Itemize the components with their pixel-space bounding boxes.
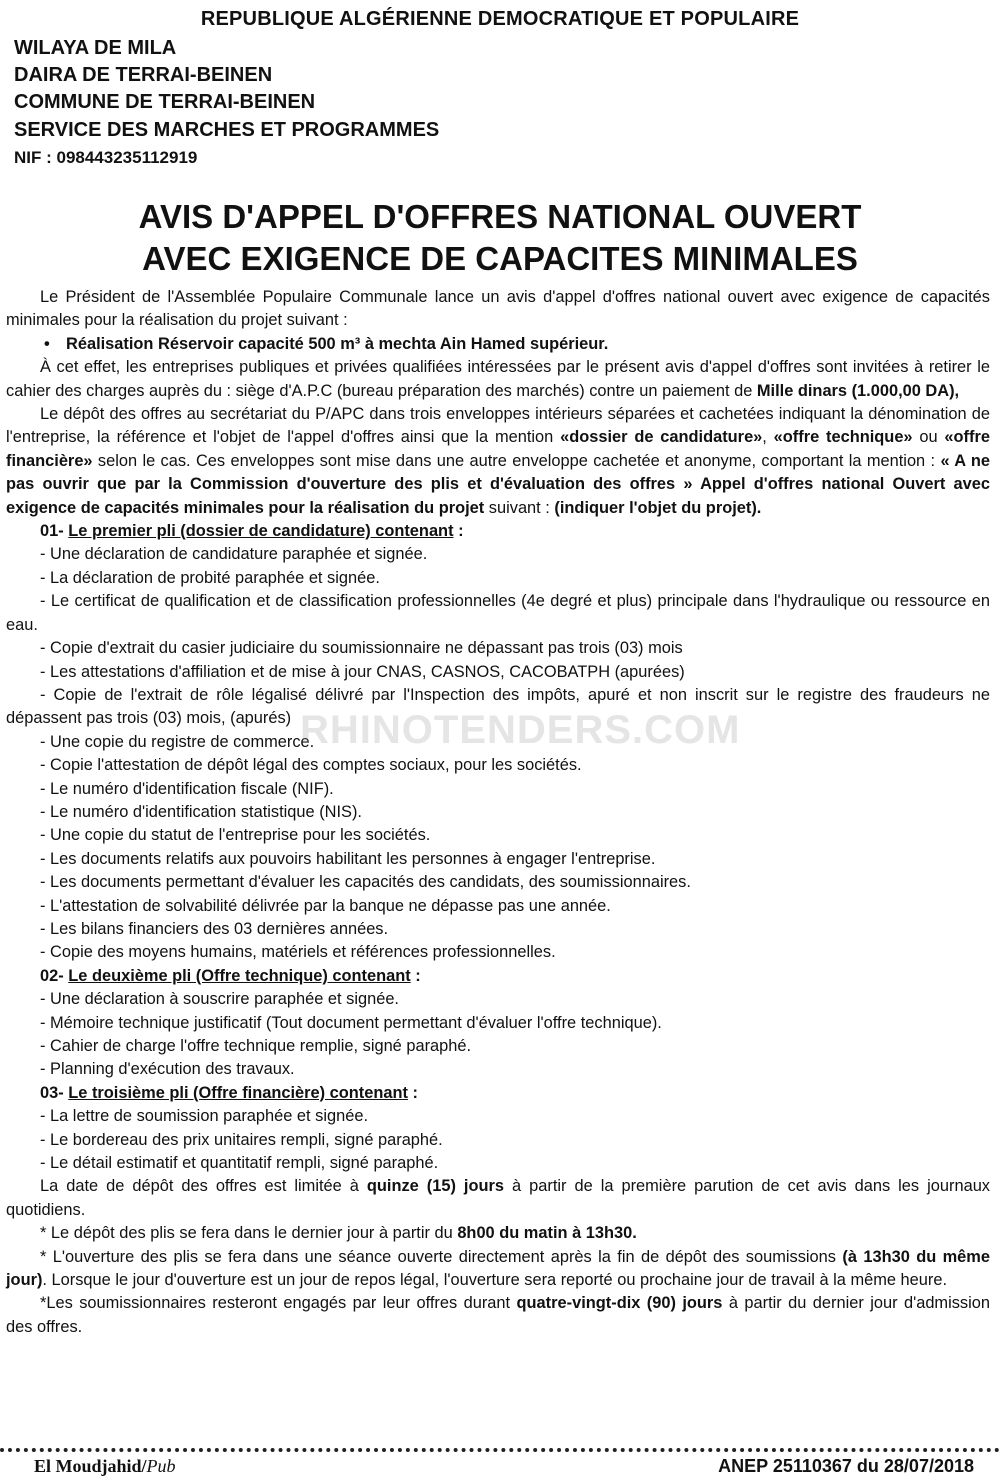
depot-text-2: , — [762, 428, 767, 447]
section-colon: : — [415, 966, 421, 985]
nif-line: NIF : 098443235112919 — [14, 147, 198, 167]
issuer-block — [14, 35, 439, 171]
validity-text-2: à partir du dernier jour d'admission des offres. — [6, 1294, 990, 1336]
list-item: - Une déclaration de candidature paraphée et signée. — [40, 545, 428, 564]
list-item: - Le numéro d'identification fiscale (NIF). — [40, 779, 334, 798]
newspaper-credit — [34, 1456, 176, 1477]
deadline-paragraph — [6, 1175, 990, 1222]
list-item: - Une copie du statut de l'entreprise pour les sociétés. — [40, 826, 431, 845]
newspaper-name: El Moudjahid/ — [34, 1456, 147, 1476]
validity-paragraph — [6, 1292, 990, 1339]
section-number: 01- — [40, 522, 64, 541]
depot-mention-commission: « A ne pas ouvrir que par la Commission d'ouverture des plis et d'évaluation des offres » Appel d'offres national Ouvert avec exigence de capacités minimales pour la réalisation du projet — [6, 451, 990, 517]
watermark: RHINOTENDERS.COM — [300, 708, 741, 752]
section-heading-3 — [6, 1082, 990, 1105]
project-bullet — [6, 333, 990, 356]
deadline-text-1: La date de dépôt des offres est limitée à — [40, 1177, 359, 1196]
footer-divider — [0, 1448, 1000, 1452]
depot-mention-objet: (indiquer l'objet du projet). — [554, 498, 762, 517]
list-item: - Copie d'extrait du casier judiciaire du soumissionnaire ne dépassant pas trois (03) mois — [40, 639, 683, 658]
list-item: - Copie de l'extrait de rôle légalisé délivré par l'Inspection des impôts, apuré et non inscrit sur le registre des fraudeurs ne dépassent pas trois (03) mois, (apurés) — [6, 685, 990, 728]
deadline-duration: quinze (15) jours — [366, 1177, 504, 1196]
title-line-1: AVIS D'APPEL D'OFFRES NATIONAL OUVERT — [138, 198, 862, 235]
depot-hours-value: 8h00 du matin à 13h30. — [457, 1224, 637, 1243]
depot-text-4: selon le cas. Ces enveloppes sont mise dans une autre enveloppe cachetée et anonyme, comportant la mention : — [97, 451, 936, 470]
list-item: - Copie des moyens humains, matériels et références professionnelles. — [40, 943, 556, 962]
list-item: - Les documents permettant d'évaluer les capacités des candidats, des soumissionnaires. — [40, 873, 691, 892]
list-item: - Le numéro d'identification statistique (NIS). — [40, 802, 362, 821]
wilaya-line: WILAYA DE MILA — [14, 37, 177, 59]
section-colon: : — [412, 1083, 419, 1102]
list-item: - La déclaration de probité paraphée et signée. — [40, 568, 380, 587]
depot-mention-financiere: «offre financière» — [6, 428, 990, 470]
section-number: 02- — [40, 966, 64, 985]
list-item: - Cahier de charge l'offre technique remplie, signé paraphé. — [40, 1037, 472, 1055]
bullet-icon: • — [44, 334, 50, 353]
list-item: - Une copie du registre de commerce. — [40, 732, 315, 751]
retrait-text: À cet effet, les entreprises publiques et privées qualifiées intéressées par le présent avis d'appel d'offres sont invitées à retirer le cahier des charges auprès du : siège d'A.P.C (bureau préparation des marchés) contre un paiement de — [6, 358, 990, 400]
section-title: Le troisième pli (Offre financière) contenant — [68, 1083, 408, 1102]
list-item: - Le certificat de qualification et de classification professionnelles (4e degré et plus) principale dans l'hydraulique ou ressource en eau. — [6, 592, 990, 634]
section-heading-1 — [6, 520, 990, 543]
intro-paragraph: Le Président de l'Assemblée Populaire Communale lance un avis d'appel d'offres national ouvert avec exigence de capacités minimales pour la réalisation du projet suivant : — [6, 288, 990, 330]
list-item: - Le détail estimatif et quantitatif rempli, signé paraphé. — [40, 1154, 439, 1173]
list-item: - Mémoire technique justificatif (Tout document permettant d'évaluer l'offre technique). — [40, 1013, 662, 1032]
list-item: - La lettre de soumission paraphée et signée. — [40, 1107, 369, 1126]
depot-mention-technique: «offre technique» — [773, 428, 913, 447]
retrait-paragraph — [6, 356, 990, 403]
section-heading-2 — [6, 965, 990, 988]
daira-line: DAIRA DE TERRAI-BEINEN — [14, 64, 273, 87]
section-number: 03- — [40, 1083, 64, 1102]
depot-hours-text: * Le dépôt des plis se fera dans le dernier jour à partir du — [40, 1224, 453, 1243]
depot-mention-candidature: «dossier de candidature» — [560, 428, 763, 447]
project-name: Réalisation Réservoir capacité 500 m³ à mechta Ain Hamed supérieur. — [66, 334, 609, 353]
opening-text-1: * L'ouverture des plis se fera dans une séance ouverte directement après la fin de dépôt des soumissions — [40, 1247, 836, 1266]
section-list-3 — [6, 1105, 990, 1175]
section-list-1 — [6, 543, 990, 964]
section-title: Le deuxième pli (Offre technique) contenant — [68, 966, 411, 985]
opening-text-2: . Lorsque le jour d'ouverture est un jour de repos légal, l'ouverture sera reporté ou prochaine jour de travail à la même heure. — [42, 1271, 948, 1290]
republic-header: REPUBLIQUE ALGÉRIENNE DEMOCRATIQUE ET POPULAIRE — [200, 8, 800, 30]
list-item: - Les attestations d'affiliation et de mise à jour CNAS, CASNOS, CACOBATPH (apurées) — [40, 662, 685, 681]
pub-label: Pub — [146, 1456, 176, 1476]
validity-duration: quatre-vingt-dix (90) jours — [516, 1294, 723, 1313]
list-item: - Copie l'attestation de dépôt légal des comptes sociaux, pour les sociétés. — [40, 756, 582, 775]
list-item: - Les bilans financiers des 03 dernières années. — [40, 919, 389, 938]
section-title: Le premier pli (dossier de candidature) contenant — [68, 522, 454, 541]
list-item: - Les documents relatifs aux pouvoirs habilitant les personnes à engager l'entreprise. — [40, 849, 656, 868]
commune-line: COMMUNE DE TERRAI-BEINEN — [14, 91, 316, 114]
notice-body — [6, 286, 990, 1339]
notice-title — [0, 196, 1000, 280]
depot-paragraph — [6, 403, 990, 520]
depot-text-5: suivant : — [488, 498, 550, 517]
opening-paragraph — [6, 1246, 990, 1293]
depot-text-1: Le dépôt des offres au secrétariat du P/APC dans trois enveloppes intérieurs séparées et cachetées indiquant la dénomination de l'entreprise, la référence et l'objet de l'appel d'offres ainsi que la mention — [6, 405, 990, 447]
service-line: SERVICE DES MARCHES ET PROGRAMMES — [14, 118, 440, 141]
title-line-2: AVEC EXIGENCE DE CAPACITES MINIMALES — [142, 240, 858, 277]
depot-hours-paragraph — [6, 1222, 990, 1245]
section-colon: : — [458, 522, 464, 541]
list-item: - Le bordereau des prix unitaires rempli, signé paraphé. — [40, 1130, 443, 1149]
deadline-text-2: à partir de la première parution de cet avis dans les journaux quotidiens. — [6, 1177, 990, 1219]
validity-text-1: *Les soumissionnaires resteront engagés par leur offres durant — [40, 1294, 511, 1313]
list-item: - Planning d'exécution des travaux. — [40, 1060, 295, 1079]
list-item: - L'attestation de solvabilité délivrée par la banque ne dépasse pas une année. — [40, 896, 611, 915]
retrait-amount: Mille dinars (1.000,00 DA), — [756, 381, 960, 400]
anep-reference: ANEP 25110367 du 28/07/2018 — [718, 1456, 974, 1476]
opening-time: (à 13h30 du même jour) — [6, 1247, 990, 1290]
list-item: - Une déclaration à souscrire paraphée et signée. — [40, 990, 399, 1009]
depot-text-3: ou — [919, 428, 938, 447]
section-list-2 — [6, 988, 990, 1082]
